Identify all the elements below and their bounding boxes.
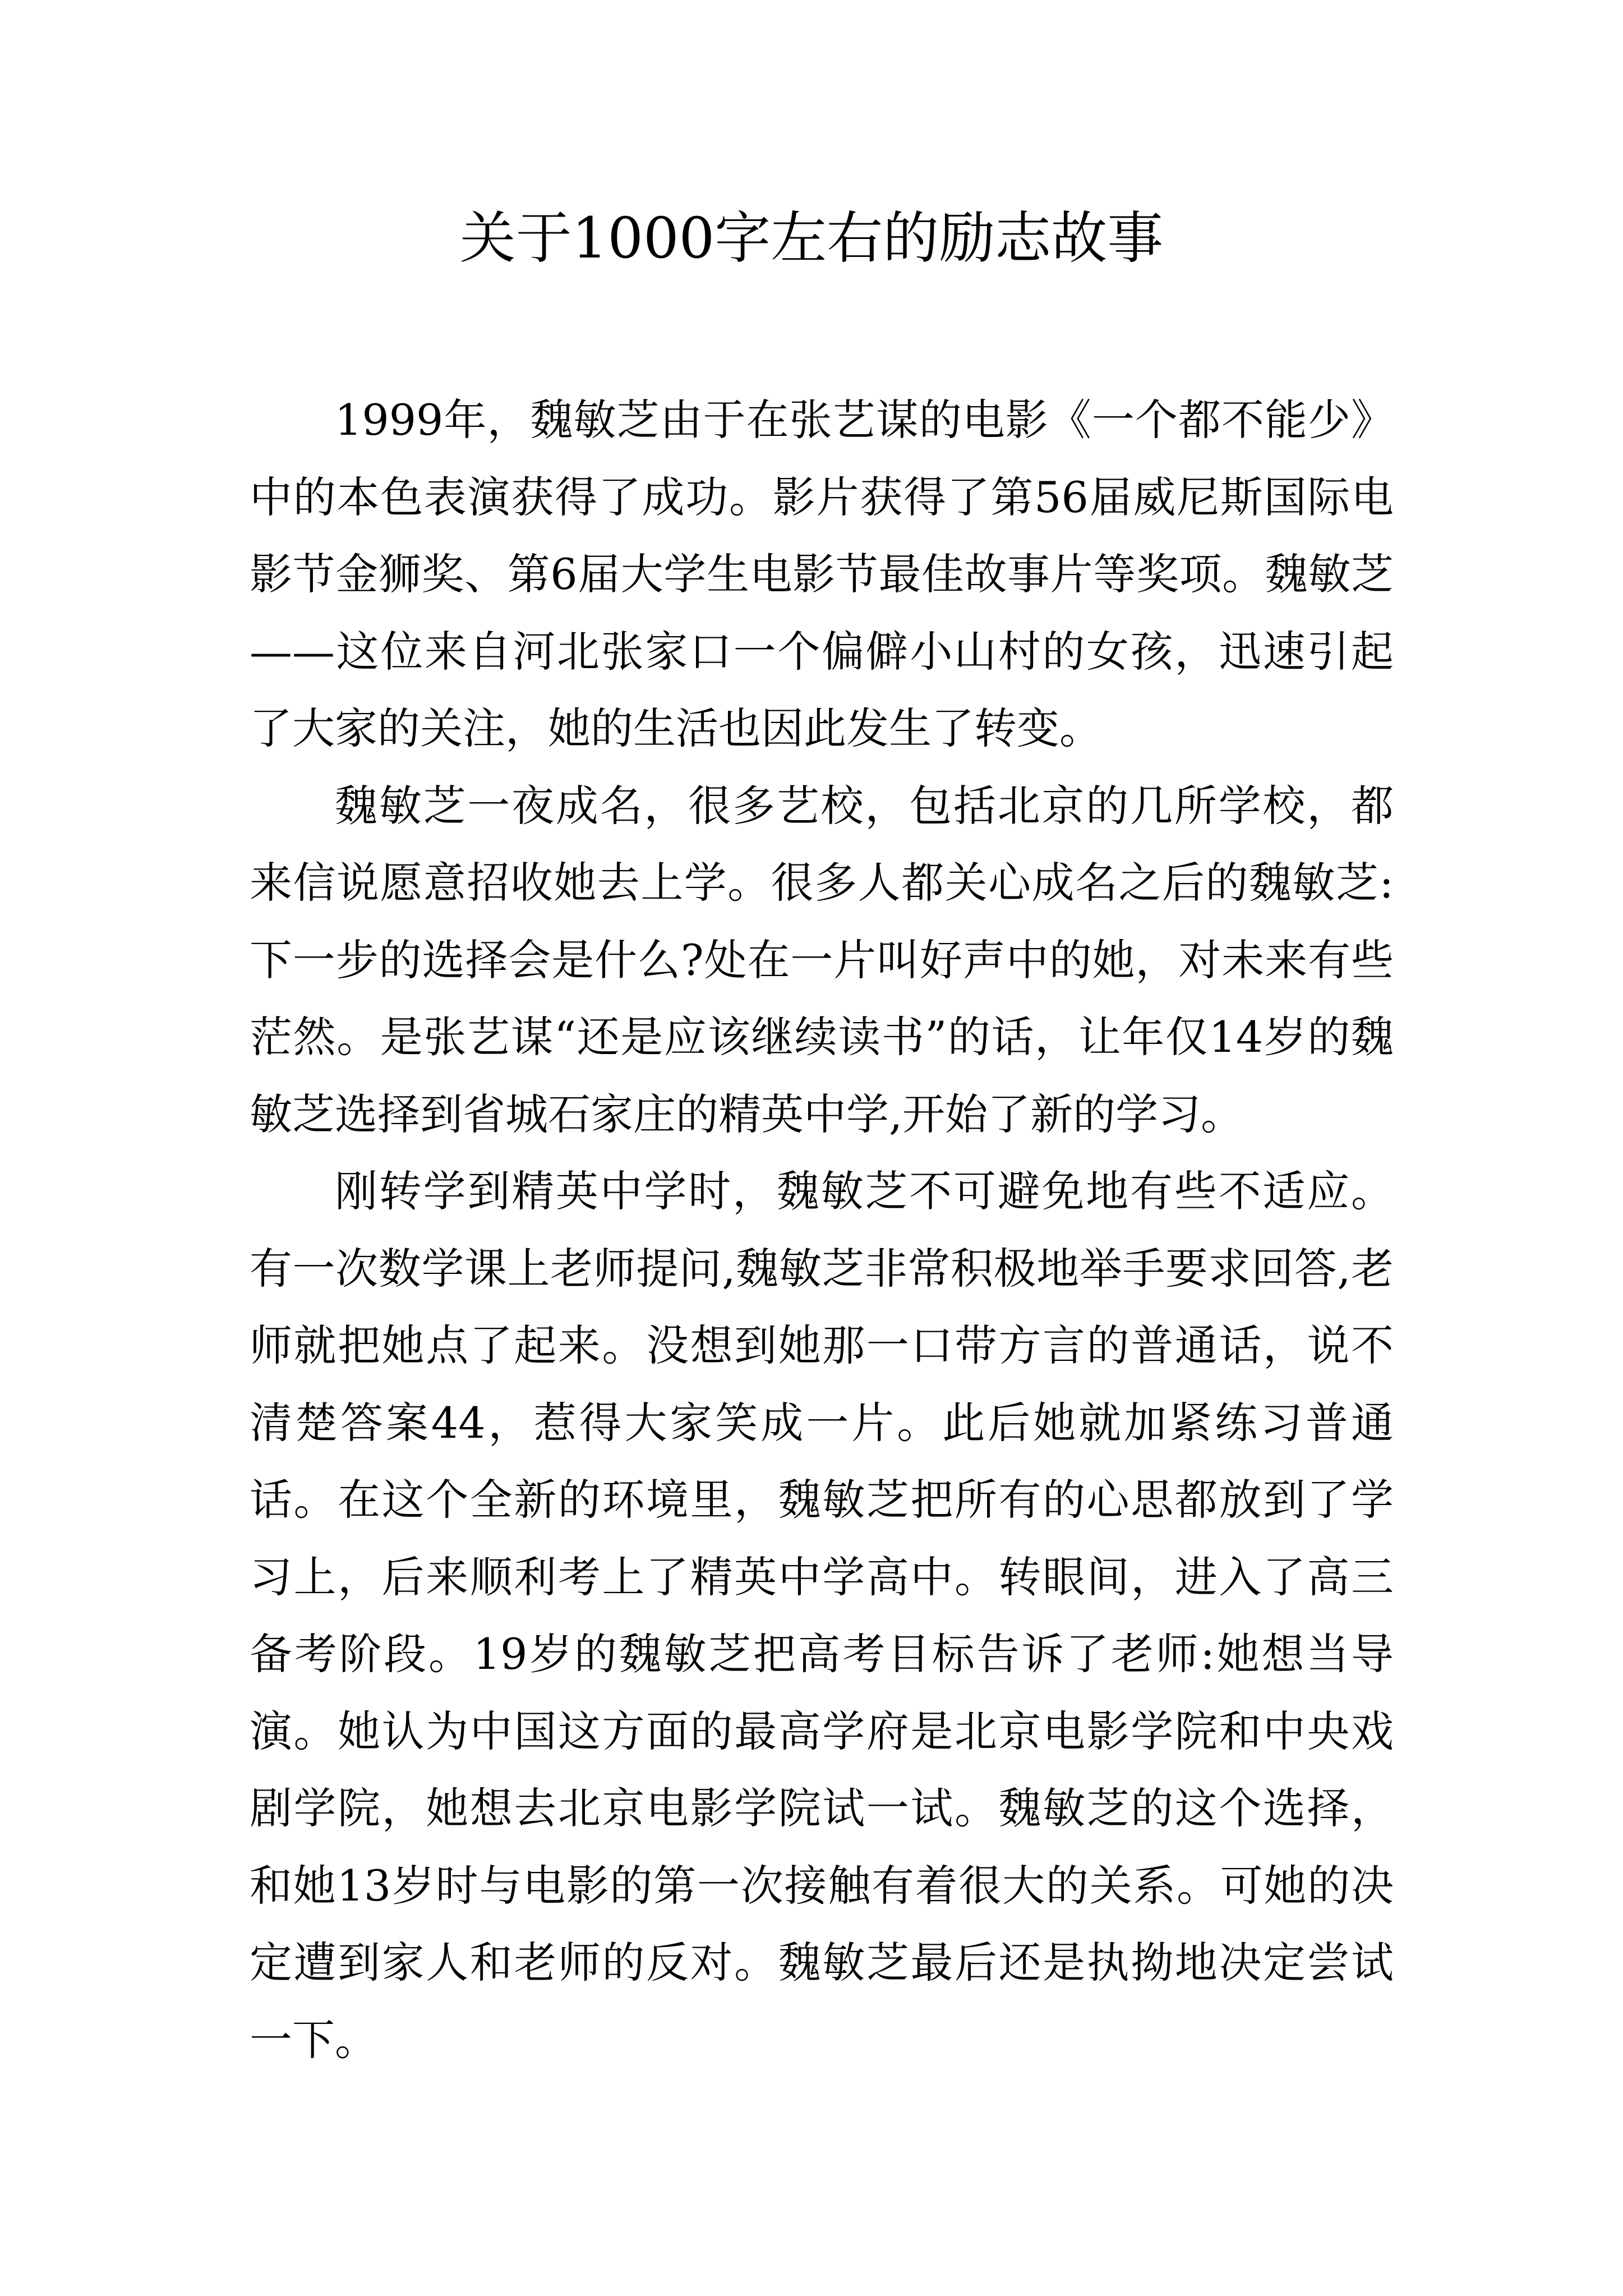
- paragraph-1: 1999年，魏敏芝由于在张艺谋的电影《一个都不能少》中的本色表演获得了成功。影片获得了第56届威尼斯国际电影节金狮奖、第6届大学生电影节最佳故事片等奖项。魏敏芝——这位来自河北张家口一个偏僻小山村的女孩，迅速引起了大家的关注，她的生活也因此发生了转变。: [250, 395, 1394, 753]
- paragraph-3: 刚转学到精英中学时，魏敏芝不可避免地有些不适应。有一次数学课上老师提问,魏敏芝非常积极地举手要求回答,老师就把她点了起来。没想到她那一口带方言的普通话，说不清楚答案44，惹得大家笑成一片。此后她就加紧练习普通话。在这个全新的环境里，魏敏芝把所有的心思都放到了学习上，后来顺利考上了精英中学高中。转眼间，进入了高三备考阶段。19岁的魏敏芝把高考目标告诉了老师:她想当导演。她认为中国这方面的最高学府是北京电影学院和中央戏剧学院，她想去北京电影学院试一试。魏敏芝的这个选择，和她13岁时与电影的第一次接触有着很大的关系。可她的决定遭到家人和老师的反对。魏敏芝最后还是执拗地决定尝试一下。: [250, 1166, 1394, 2065]
- article-body: [250, 381, 1394, 2078]
- paragraph-2: 魏敏芝一夜成名，很多艺校，包括北京的几所学校，都来信说愿意招收她去上学。很多人都关心成名之后的魏敏芝:下一步的选择会是什么?处在一片叫好声中的她，对未来有些茫然。是张艺谋“还是应该继续读书”的话，让年仅14岁的魏敏芝选择到省城石家庄的精英中学,开始了新的学习。: [250, 780, 1394, 1139]
- page-title: 关于1000字左右的励志故事: [459, 205, 1164, 271]
